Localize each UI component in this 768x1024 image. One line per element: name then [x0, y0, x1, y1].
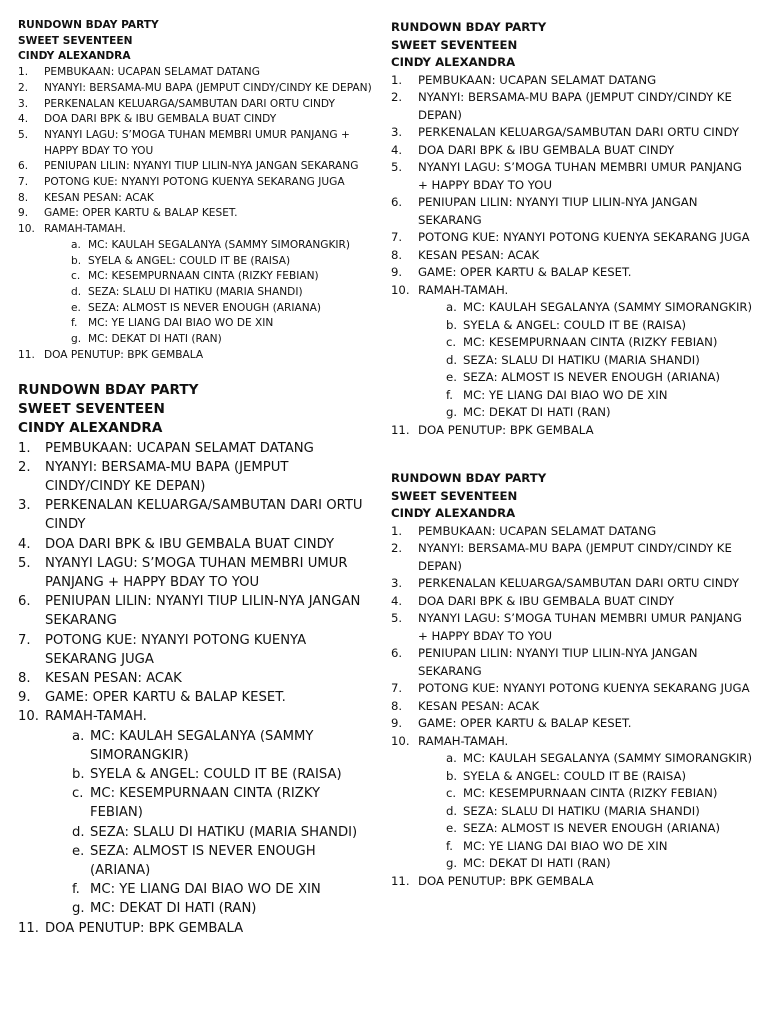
subitem-text: MC: DEKAT DI HATI (RAN)	[463, 856, 611, 870]
item-number: 4.	[391, 142, 403, 157]
item-text: GAME: OPER KARTU & BALAP KESET.	[45, 690, 286, 706]
item-number: 8.	[391, 247, 403, 262]
rundown-subitem	[418, 820, 753, 838]
rundown-item	[18, 707, 376, 918]
item-text: GAME: OPER KARTU & BALAP KESET.	[418, 716, 632, 730]
subitem-letter: a.	[72, 728, 85, 744]
rundown-subitem	[44, 332, 378, 348]
rundown-item	[18, 65, 378, 81]
subitem-letter: a.	[71, 238, 81, 251]
subitem-text: SEZA: ALMOST IS NEVER ENOUGH (ARIANA)	[463, 370, 721, 384]
item-number: 2.	[18, 81, 29, 94]
rundown-subitem	[418, 334, 753, 352]
rundown-title-line: SWEET SEVENTEEN	[391, 488, 518, 503]
item-number: 10.	[391, 733, 410, 748]
item-number: 1.	[18, 440, 31, 456]
item-text: DOA PENUTUP: BPK GEMBALA	[45, 920, 244, 936]
rundown-subitem	[45, 842, 376, 880]
item-text: PENIUPAN LILIN: NYANYI TIUP LILIN-NYA JANGAN SEKARANG	[44, 160, 359, 173]
subitem-text: SEZA: ALMOST IS NEVER ENOUGH (ARIANA)	[463, 821, 721, 835]
rundown-item	[18, 81, 378, 97]
subitem-letter: e.	[72, 843, 85, 859]
subitem-text: SEZA: SLALU DI HATIKU (MARIA SHANDI)	[88, 285, 303, 298]
rundown-item	[18, 348, 378, 364]
rundown-subitem	[418, 768, 753, 786]
subitem-letter: b.	[446, 317, 458, 332]
item-number: 3.	[18, 498, 31, 514]
item-number: 3.	[391, 576, 403, 590]
subitem-letter: a.	[446, 300, 457, 314]
item-number: 4.	[391, 593, 403, 608]
item-number: 2.	[391, 90, 403, 104]
rundown-title-line: SWEET SEVENTEEN	[18, 401, 165, 418]
subitem-text: SEZA: ALMOST IS NEVER ENOUGH (ARIANA)	[90, 843, 316, 879]
rundown-subitem	[418, 785, 753, 803]
rundown-item	[391, 610, 753, 645]
rundown-item	[391, 680, 753, 698]
subitem-text: MC: DEKAT DI HATI (RAN)	[463, 405, 611, 419]
subitem-letter: d.	[71, 285, 82, 298]
item-number: 10.	[391, 282, 410, 297]
item-text: NYANYI LAGU: S’MOGA TUHAN MEMBRI UMUR PANJANG + HAPPY BDAY TO YOU	[418, 611, 742, 643]
rundown-subitem	[418, 855, 753, 873]
rundown-subitem	[418, 387, 753, 405]
subitem-text: SYELA & ANGEL: COULD IT BE (RAISA)	[90, 767, 342, 783]
rundown-subitem	[44, 301, 378, 317]
item-text: KESAN PESAN: ACAK	[45, 671, 182, 687]
subitem-letter: f.	[446, 838, 453, 853]
rundown-item	[18, 554, 376, 592]
rundown-title-line: SWEET SEVENTEEN	[18, 34, 133, 47]
subitem-letter: b.	[446, 768, 458, 783]
rundown-item	[391, 873, 753, 891]
rundown-item	[391, 229, 753, 247]
subitem-letter: c.	[446, 786, 457, 800]
subitem-letter: d.	[446, 352, 458, 367]
item-number: 6.	[391, 195, 403, 209]
rundown-item	[391, 733, 753, 873]
subitem-letter: e.	[71, 301, 81, 314]
rundown-item	[391, 194, 753, 229]
item-text: KESAN PESAN: ACAK	[418, 247, 540, 262]
item-text: PERKENALAN KELUARGA/SAMBUTAN DARI ORTU CINDY	[418, 125, 739, 139]
item-text: PEMBUKAAN: UCAPAN SELAMAT DATANG	[418, 72, 657, 87]
rundown-item	[18, 128, 378, 159]
subitem-text: MC: KAULAH SEGALANYA (SAMMY SIMORANGKIR)	[463, 751, 753, 765]
rundown-subitem-list	[418, 299, 753, 422]
item-number: 7.	[391, 681, 403, 695]
subitem-letter: b.	[71, 254, 82, 267]
rundown-title-line: CINDY ALEXANDRA	[18, 50, 131, 63]
rundown-item	[391, 159, 753, 194]
rundown-subitem	[45, 899, 376, 918]
item-number: 11.	[18, 920, 39, 936]
item-number: 9.	[391, 265, 403, 279]
rundown-subitem	[418, 317, 753, 335]
rundown-item	[391, 142, 753, 160]
item-text: KESAN PESAN: ACAK	[44, 191, 154, 204]
rundown-subitem	[45, 727, 376, 765]
rundown-subitem	[418, 369, 753, 387]
subitem-letter: f.	[72, 882, 80, 898]
item-text: DOA DARI BPK & IBU GEMBALA BUAT CINDY	[44, 113, 277, 126]
rundown-subitem-list	[45, 727, 376, 919]
subitem-text: SEZA: SLALU DI HATIKU (MARIA SHANDI)	[463, 352, 700, 367]
rundown-item	[18, 688, 376, 707]
rundown-item	[391, 698, 753, 716]
subitem-letter: a.	[446, 751, 457, 765]
rundown-block-top-left	[18, 18, 378, 363]
subitem-text: MC: YE LIANG DAI BIAO WO DE XIN	[88, 317, 274, 330]
item-text: POTONG KUE: NYANYI POTONG KUENYA SEKARANG JUGA	[418, 230, 750, 244]
item-number: 8.	[18, 671, 31, 687]
subitem-text: SEZA: ALMOST IS NEVER ENOUGH (ARIANA)	[88, 301, 322, 314]
subitem-letter: f.	[71, 317, 78, 330]
item-text: POTONG KUE: NYANYI POTONG KUENYA SEKARANG JUGA	[44, 176, 345, 189]
subitem-text: SEZA: SLALU DI HATIKU (MARIA SHANDI)	[463, 803, 700, 818]
rundown-subitem	[418, 352, 753, 370]
rundown-item	[18, 191, 378, 207]
item-text: GAME: OPER KARTU & BALAP KESET.	[418, 265, 632, 279]
rundown-title-line: CINDY ALEXANDRA	[391, 506, 516, 520]
item-number: 5.	[391, 160, 403, 174]
subitem-letter: g.	[71, 333, 82, 346]
item-text: RAMAH-TAMAH.	[44, 223, 126, 236]
item-text: POTONG KUE: NYANYI POTONG KUENYA SEKARANG JUGA	[45, 632, 307, 667]
rundown-item	[391, 124, 753, 142]
rundown-item	[18, 669, 376, 688]
item-number: 1.	[18, 66, 29, 79]
rundown-item	[18, 535, 376, 554]
item-text: NYANYI: BERSAMA-MU BAPA (JEMPUT CINDY/CINDY KE DEPAN)	[418, 541, 732, 573]
item-number: 1.	[391, 72, 403, 87]
item-number: 8.	[391, 698, 403, 713]
subitem-text: MC: KAULAH SEGALANYA (SAMMY SIMORANGKIR)	[463, 300, 753, 314]
rundown-subitem	[45, 823, 376, 842]
item-text: RAMAH-TAMAH.	[45, 709, 147, 725]
item-number: 4.	[18, 536, 31, 552]
item-text: NYANYI: BERSAMA-MU BAPA (JEMPUT CINDY/CINDY KE DEPAN)	[418, 90, 732, 122]
item-text: PERKENALAN KELUARGA/SAMBUTAN DARI ORTU CINDY	[418, 576, 739, 590]
item-text: NYANYI: BERSAMA-MU BAPA (JEMPUT CINDY/CINDY KE DEPAN)	[45, 459, 289, 495]
subitem-text: MC: KAULAH SEGALANYA (SAMMY SIMORANGKIR)	[90, 728, 314, 763]
rundown-item	[18, 439, 376, 458]
subitem-text: MC: YE LIANG DAI BIAO WO DE XIN	[90, 882, 321, 898]
item-number: 7.	[391, 230, 403, 244]
item-text: DOA PENUTUP: BPK GEMBALA	[418, 873, 594, 888]
rundown-item	[18, 222, 378, 348]
item-text: POTONG KUE: NYANYI POTONG KUENYA SEKARANG JUGA	[418, 681, 750, 695]
item-number: 6.	[391, 646, 403, 660]
rundown-item	[18, 206, 378, 222]
item-number: 10.	[18, 223, 35, 236]
item-text: PEMBUKAAN: UCAPAN SELAMAT DATANG	[45, 440, 314, 456]
subitem-letter: c.	[72, 786, 84, 802]
rundown-item	[18, 175, 378, 191]
rundown-subitem	[44, 269, 378, 285]
item-number: 11.	[391, 422, 410, 437]
item-text: DOA DARI BPK & IBU GEMBALA BUAT CINDY	[418, 142, 675, 157]
subitem-text: MC: KESEMPURNAAN CINTA (RIZKY FEBIAN)	[88, 270, 319, 283]
item-number: 6.	[18, 160, 29, 173]
item-number: 7.	[18, 176, 29, 189]
rundown-item	[18, 458, 376, 496]
item-number: 11.	[18, 348, 35, 361]
item-number: 7.	[18, 632, 31, 648]
subitem-letter: d.	[446, 803, 458, 818]
subitem-letter: e.	[446, 370, 457, 384]
item-text: DOA DARI BPK & IBU GEMBALA BUAT CINDY	[418, 593, 675, 608]
item-number: 1.	[391, 523, 403, 538]
subitem-text: MC: DEKAT DI HATI (RAN)	[90, 901, 257, 917]
rundown-subitem	[418, 299, 753, 317]
rundown-title-line: RUNDOWN BDAY PARTY	[18, 382, 199, 398]
subitem-letter: b.	[72, 767, 85, 783]
item-number: 10.	[18, 709, 39, 725]
item-number: 9.	[391, 716, 403, 730]
rundown-title-line: CINDY ALEXANDRA	[18, 420, 163, 437]
rundown-subitem	[418, 803, 753, 821]
rundown-item	[391, 540, 753, 575]
item-number: 5.	[18, 128, 29, 141]
subitem-text: SYELA & ANGEL: COULD IT BE (RAISA)	[463, 768, 687, 783]
rundown-item	[18, 97, 378, 113]
rundown-subitem	[418, 750, 753, 768]
subitem-text: SYELA & ANGEL: COULD IT BE (RAISA)	[463, 317, 687, 332]
rundown-item	[391, 264, 753, 282]
subitem-text: MC: KESEMPURNAAN CINTA (RIZKY FEBIAN)	[90, 786, 321, 821]
rundown-list	[391, 523, 753, 891]
subitem-text: SYELA & ANGEL: COULD IT BE (RAISA)	[88, 254, 291, 267]
rundown-item	[391, 593, 753, 611]
subitem-letter: c.	[446, 335, 457, 349]
rundown-item	[391, 282, 753, 422]
item-text: PEMBUKAAN: UCAPAN SELAMAT DATANG	[418, 523, 657, 538]
item-number: 3.	[18, 97, 29, 110]
item-number: 2.	[391, 541, 403, 555]
item-text: DOA DARI BPK & IBU GEMBALA BUAT CINDY	[45, 536, 335, 552]
subitem-text: MC: YE LIANG DAI BIAO WO DE XIN	[463, 838, 668, 853]
rundown-list	[18, 65, 378, 363]
item-text: DOA PENUTUP: BPK GEMBALA	[418, 422, 594, 437]
item-text: PERKENALAN KELUARGA/SAMBUTAN DARI ORTU CINDY	[45, 498, 363, 533]
item-number: 4.	[18, 113, 29, 126]
subitem-letter: g.	[446, 856, 458, 870]
subitem-text: MC: YE LIANG DAI BIAO WO DE XIN	[463, 387, 668, 402]
rundown-title-line: RUNDOWN BDAY PARTY	[18, 19, 159, 31]
rundown-title-line: CINDY ALEXANDRA	[391, 55, 516, 69]
rundown-item	[391, 89, 753, 124]
rundown-subitem	[45, 765, 376, 784]
item-number: 5.	[391, 611, 403, 625]
rundown-block-bottom-right	[391, 470, 753, 890]
rundown-item	[18, 592, 376, 630]
item-number: 2.	[18, 459, 31, 475]
subitem-letter: g.	[446, 405, 458, 419]
item-text: PENIUPAN LILIN: NYANYI TIUP LILIN-NYA JANGAN SEKARANG	[45, 594, 361, 629]
subitem-letter: g.	[72, 901, 85, 917]
item-number: 9.	[18, 690, 31, 706]
rundown-subitem-list	[44, 238, 378, 348]
subitem-letter: d.	[72, 824, 85, 840]
rundown-item	[391, 715, 753, 733]
item-number: 9.	[18, 207, 29, 220]
rundown-item	[391, 72, 753, 90]
rundown-item	[391, 247, 753, 265]
item-text: NYANYI LAGU: S’MOGA TUHAN MEMBRI UMUR PANJANG + HAPPY BDAY TO YOU	[44, 128, 350, 157]
item-text: NYANYI LAGU: S’MOGA TUHAN MEMBRI UMUR PANJANG + HAPPY BDAY TO YOU	[45, 555, 348, 591]
item-text: PENIUPAN LILIN: NYANYI TIUP LILIN-NYA JANGAN SEKARANG	[418, 646, 698, 678]
rundown-item	[391, 523, 753, 541]
rundown-subitem	[44, 238, 378, 254]
item-number: 3.	[391, 125, 403, 139]
subitem-letter: f.	[446, 387, 453, 402]
item-text: NYANYI: BERSAMA-MU BAPA (JEMPUT CINDY/CINDY KE DEPAN)	[44, 81, 372, 94]
item-number: 8.	[18, 191, 29, 204]
rundown-subitem	[418, 838, 753, 856]
rundown-item	[18, 496, 376, 534]
item-text: PERKENALAN KELUARGA/SAMBUTAN DARI ORTU CINDY	[44, 97, 335, 110]
rundown-item	[18, 159, 378, 175]
rundown-item	[391, 645, 753, 680]
item-text: PENIUPAN LILIN: NYANYI TIUP LILIN-NYA JANGAN SEKARANG	[418, 195, 698, 227]
rundown-subitem	[45, 880, 376, 899]
rundown-block-top-right	[391, 19, 753, 439]
rundown-item	[391, 422, 753, 440]
subitem-text: MC: KAULAH SEGALANYA (SAMMY SIMORANGKIR)	[88, 238, 351, 251]
rundown-title-line: SWEET SEVENTEEN	[391, 37, 518, 52]
item-number: 11.	[391, 873, 410, 888]
subitem-text: MC: KESEMPURNAAN CINTA (RIZKY FEBIAN)	[463, 335, 718, 349]
rundown-item	[18, 112, 378, 128]
rundown-subitem-list	[418, 750, 753, 873]
rundown-list	[18, 439, 376, 938]
item-text: NYANYI LAGU: S’MOGA TUHAN MEMBRI UMUR PANJANG + HAPPY BDAY TO YOU	[418, 160, 742, 192]
rundown-item	[18, 919, 376, 938]
rundown-subitem	[45, 784, 376, 822]
item-number: 5.	[18, 555, 31, 571]
item-text: GAME: OPER KARTU & BALAP KESET.	[44, 207, 238, 220]
item-text: KESAN PESAN: ACAK	[418, 698, 540, 713]
item-text: DOA PENUTUP: BPK GEMBALA	[44, 348, 204, 361]
rundown-list	[391, 72, 753, 440]
rundown-item	[18, 631, 376, 669]
item-text: PEMBUKAAN: UCAPAN SELAMAT DATANG	[44, 66, 260, 79]
rundown-subitem	[44, 316, 378, 332]
rundown-title-line: RUNDOWN BDAY PARTY	[391, 20, 547, 34]
item-text: RAMAH-TAMAH.	[418, 733, 509, 748]
rundown-item	[391, 575, 753, 593]
rundown-block-bottom-left	[18, 381, 376, 938]
item-text: RAMAH-TAMAH.	[418, 282, 509, 297]
rundown-subitem	[44, 254, 378, 270]
subitem-text: MC: DEKAT DI HATI (RAN)	[88, 333, 222, 346]
subitem-letter: c.	[71, 270, 81, 283]
subitem-text: SEZA: SLALU DI HATIKU (MARIA SHANDI)	[90, 824, 358, 840]
item-number: 6.	[18, 594, 31, 610]
subitem-letter: e.	[446, 821, 457, 835]
rundown-subitem	[44, 285, 378, 301]
rundown-subitem	[418, 404, 753, 422]
rundown-title-line: RUNDOWN BDAY PARTY	[391, 471, 547, 485]
subitem-text: MC: KESEMPURNAAN CINTA (RIZKY FEBIAN)	[463, 786, 718, 800]
